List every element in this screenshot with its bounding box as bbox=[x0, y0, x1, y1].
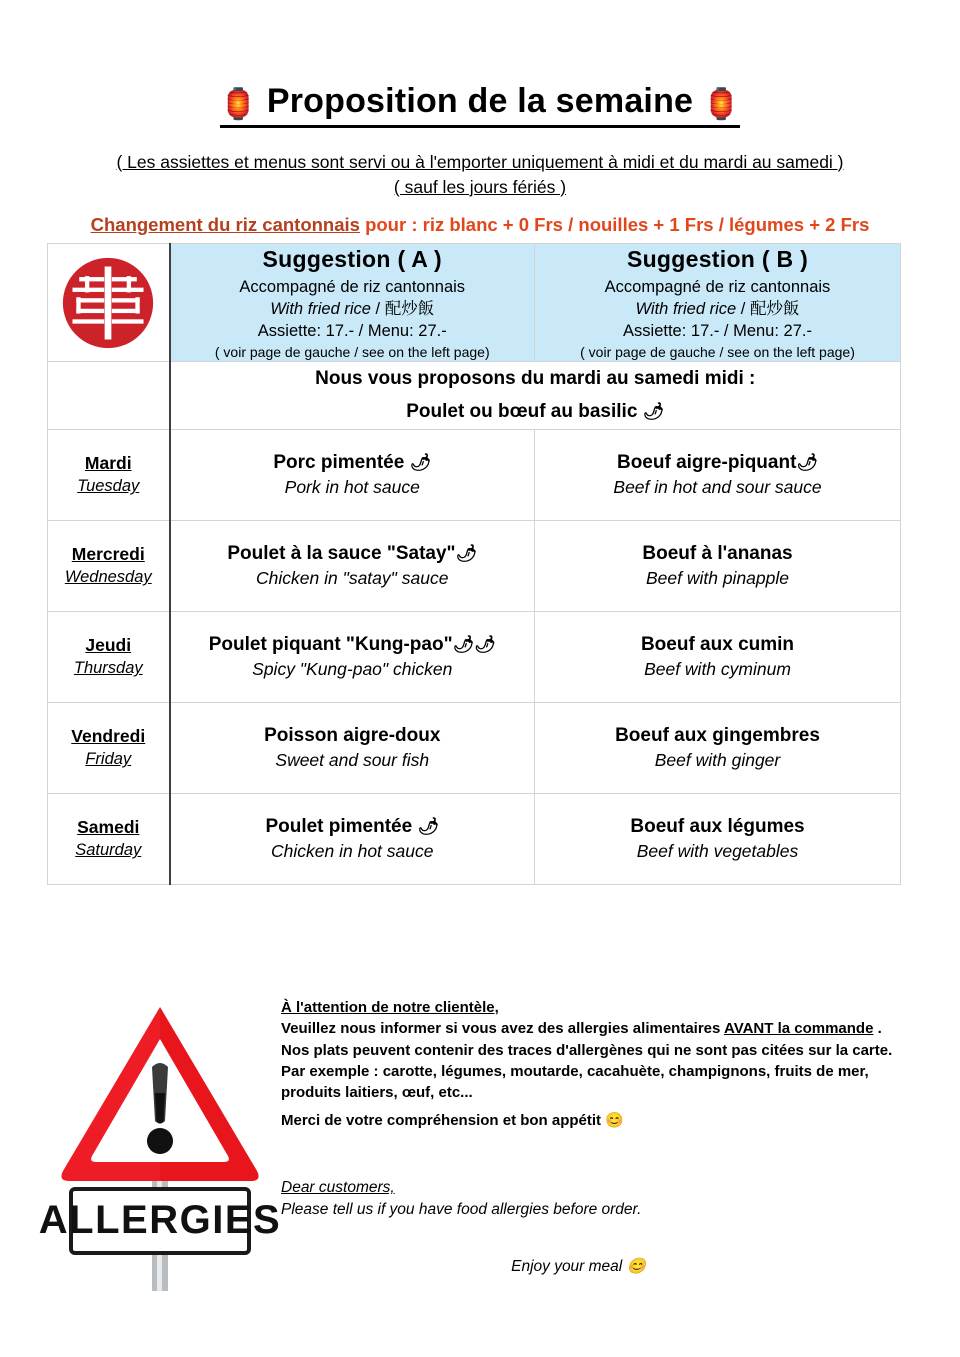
dish-b-friday bbox=[535, 702, 901, 793]
dish-name-en: Beef with vegetables bbox=[636, 840, 799, 861]
chili-icon: 🌶 bbox=[455, 543, 478, 563]
suggestion-a-sub: Accompagné de riz cantonnais bbox=[239, 278, 466, 297]
dish-name-fr bbox=[171, 723, 535, 749]
day-cell-wednesday bbox=[48, 520, 170, 611]
day-label-fr: Vendredi bbox=[71, 725, 146, 746]
day-label-en: Tuesday bbox=[77, 477, 140, 496]
dish-name-fr bbox=[535, 814, 900, 840]
day-label-fr: Jeudi bbox=[85, 634, 132, 655]
restaurant-seal-logo bbox=[60, 255, 156, 351]
dish-name-en: Chicken in hot sauce bbox=[271, 840, 434, 861]
dish-b-thursday bbox=[535, 611, 901, 702]
day-label-en: Wednesday bbox=[64, 568, 152, 587]
dish-name-fr bbox=[171, 632, 535, 658]
dish-name-en: Beef with ginger bbox=[654, 749, 781, 770]
suggestion-a-italic-cn: / 配炒飯 bbox=[370, 300, 435, 319]
smiley-icon: 😊 bbox=[605, 1112, 624, 1130]
table-row bbox=[48, 520, 901, 611]
rice-substitution-rest: pour : riz blanc + 0 Frs / nouilles + 1 Frs / légumes + 2 Frs bbox=[359, 214, 870, 236]
table-row bbox=[48, 611, 901, 702]
day-label-en: Thursday bbox=[73, 659, 143, 678]
dish-a-wednesday bbox=[170, 520, 535, 611]
dish-name-fr-text: Poulet pimentée bbox=[265, 815, 418, 837]
allergy-en-heading: Dear customers, bbox=[281, 1179, 395, 1196]
allergy-section bbox=[0, 975, 960, 1315]
table-row bbox=[48, 702, 901, 793]
dish-name-en: Spicy "Kung-pao" chicken bbox=[252, 658, 453, 679]
dish-name-fr-text: Boeuf à l'ananas bbox=[642, 542, 793, 564]
dish-name-en: Beef with pinapple bbox=[645, 567, 790, 588]
dish-name-fr bbox=[535, 541, 900, 567]
chili-icon: 🌶 bbox=[409, 452, 432, 472]
service-notice-line-2: ( sauf les jours fériés ) bbox=[393, 176, 567, 197]
suggestion-b-title: Suggestion ( B ) bbox=[626, 246, 809, 272]
page-title-text: Proposition de la semaine bbox=[266, 82, 694, 120]
suggestion-b-note: ( voir page de gauche / see on the left page) bbox=[580, 343, 855, 360]
suggestion-b-price: Assiette: 17.- / Menu: 27.- bbox=[623, 321, 812, 340]
dish-name-fr-text: Poulet piquant "Kung-pao" bbox=[208, 633, 453, 655]
dish-a-thursday bbox=[170, 611, 535, 702]
suggestion-a-header bbox=[170, 244, 535, 362]
dish-a-saturday bbox=[170, 793, 535, 884]
banner-empty-cell bbox=[48, 362, 170, 430]
table-row bbox=[48, 793, 901, 884]
allergy-fr-line-2b-emphasis: AVANT la commande bbox=[723, 1020, 874, 1038]
allergy-fr-line-5: Merci de votre compréhension et bon appétit bbox=[281, 1112, 606, 1130]
suggestion-a-title: Suggestion ( A ) bbox=[262, 246, 442, 272]
suggestion-a-price: Assiette: 17.- / Menu: 27.- bbox=[257, 321, 447, 340]
allergy-fr-line-3: Nos plats peuvent contenir des traces d'allergènes qui ne sont pas citées sur la carte. bbox=[281, 1041, 893, 1059]
day-label-fr: Mardi bbox=[84, 452, 132, 473]
dish-name-en: Sweet and sour fish bbox=[275, 749, 430, 770]
day-cell-tuesday bbox=[48, 429, 170, 520]
suggestion-b-italic bbox=[535, 299, 900, 321]
basil-banner bbox=[170, 362, 901, 430]
suggestion-b-italic-en: With fried rice bbox=[635, 300, 737, 319]
day-label-fr: Samedi bbox=[77, 816, 140, 837]
dish-b-saturday bbox=[535, 793, 901, 884]
dish-name-fr-text: Boeuf aux gingembres bbox=[615, 724, 820, 746]
suggestion-b-italic-cn: / 配炒飯 bbox=[736, 300, 800, 319]
dish-name-en: Chicken in "satay" sauce bbox=[256, 567, 449, 588]
weekly-menu-table bbox=[47, 243, 901, 885]
dish-name-en: Beef in hot and sour sauce bbox=[613, 476, 822, 497]
dish-name-fr bbox=[535, 632, 900, 658]
dish-name-fr bbox=[171, 541, 535, 567]
day-label-en: Friday bbox=[85, 750, 132, 769]
dish-a-tuesday bbox=[170, 429, 535, 520]
dish-name-fr bbox=[535, 450, 900, 476]
dish-name-en: Pork in hot sauce bbox=[284, 476, 420, 497]
banner-line-1: Nous vous proposons du mardi au samedi midi : bbox=[315, 368, 756, 390]
dish-b-tuesday bbox=[535, 429, 901, 520]
dish-b-wednesday bbox=[535, 520, 901, 611]
allergy-fr-line-2a: Veuillez nous informer si vous avez des allergies alimentaires bbox=[281, 1020, 724, 1038]
lantern-icon-left: 🏮 bbox=[219, 88, 258, 121]
dish-name-en: Beef with cyminum bbox=[644, 658, 791, 679]
day-cell-friday bbox=[48, 702, 170, 793]
dish-name-fr bbox=[171, 450, 535, 476]
dish-name-fr bbox=[171, 814, 535, 840]
dish-name-fr-text: Poulet à la sauce "Satay" bbox=[227, 542, 456, 564]
day-cell-thursday bbox=[48, 611, 170, 702]
lantern-icon-right: 🏮 bbox=[702, 88, 741, 121]
dish-name-fr-text: Boeuf aux légumes bbox=[630, 815, 805, 837]
suggestion-b-sub: Accompagné de riz cantonnais bbox=[604, 278, 831, 297]
banner-line-2: Poulet ou bœuf au basilic bbox=[406, 401, 643, 423]
allergy-en-line-2: Please tell us if you have food allergies before order. bbox=[281, 1201, 642, 1219]
dish-name-fr-text: Poisson aigre-doux bbox=[264, 724, 441, 746]
dish-name-fr-text: Boeuf aigre-piquant bbox=[616, 451, 797, 473]
allergy-fr-line-2 bbox=[281, 1018, 896, 1039]
suggestion-a-italic-en: With fried rice bbox=[270, 300, 371, 319]
chili-icon: 🌶 bbox=[642, 402, 665, 422]
allergy-notice-fr bbox=[281, 997, 896, 1132]
dish-name-fr-text: Porc pimentée bbox=[273, 451, 410, 473]
allergy-fr-line-4: Par exemple : carotte, légumes, moutarde, cacahuète, champignons, fruits de mer, produits laitiers, œuf, etc... bbox=[281, 1062, 869, 1102]
allergy-fr-line-5-wrap bbox=[281, 1110, 896, 1131]
dish-name-fr bbox=[535, 723, 900, 749]
rice-substitution-notice bbox=[0, 214, 960, 236]
chili-icon: 🌶🌶 bbox=[452, 634, 496, 654]
chili-icon: 🌶 bbox=[417, 816, 440, 836]
service-notice-line-1: ( Les assiettes et menus sont servi ou à l'emporter uniquement à midi et du mardi au samedi ) bbox=[116, 151, 844, 172]
table-row bbox=[48, 429, 901, 520]
logo-cell bbox=[48, 244, 170, 362]
chili-icon: 🌶 bbox=[796, 452, 819, 472]
smiley-icon: 😊 bbox=[626, 1257, 646, 1275]
allergy-warning-sign bbox=[38, 993, 282, 1293]
allergy-notice-en bbox=[281, 1177, 896, 1278]
suggestion-b-header bbox=[535, 244, 901, 362]
page-header bbox=[0, 0, 960, 128]
allergy-fr-line-2c: . bbox=[873, 1020, 882, 1038]
service-notice bbox=[0, 150, 960, 201]
allergy-sign-label: ALLERGIES bbox=[38, 1198, 282, 1242]
enjoy-your-meal-wrap bbox=[281, 1256, 896, 1278]
banner-line-2-wrap bbox=[171, 395, 901, 428]
allergy-fr-heading: À l'attention de notre clientèle, bbox=[281, 999, 499, 1016]
day-cell-saturday bbox=[48, 793, 170, 884]
suggestion-a-italic bbox=[171, 299, 535, 321]
suggestion-a-note: ( voir page de gauche / see on the left page) bbox=[214, 343, 490, 360]
dish-a-friday bbox=[170, 702, 535, 793]
dish-name-fr-text: Boeuf aux cumin bbox=[640, 633, 795, 655]
day-label-fr: Mercredi bbox=[71, 543, 145, 564]
rice-substitution-highlight: Changement du riz cantonnais bbox=[90, 214, 360, 236]
page-title bbox=[220, 82, 741, 128]
enjoy-your-meal: Enjoy your meal bbox=[511, 1257, 627, 1275]
table-header-row bbox=[48, 244, 901, 362]
banner-row bbox=[48, 362, 901, 430]
day-label-en: Saturday bbox=[75, 841, 142, 860]
